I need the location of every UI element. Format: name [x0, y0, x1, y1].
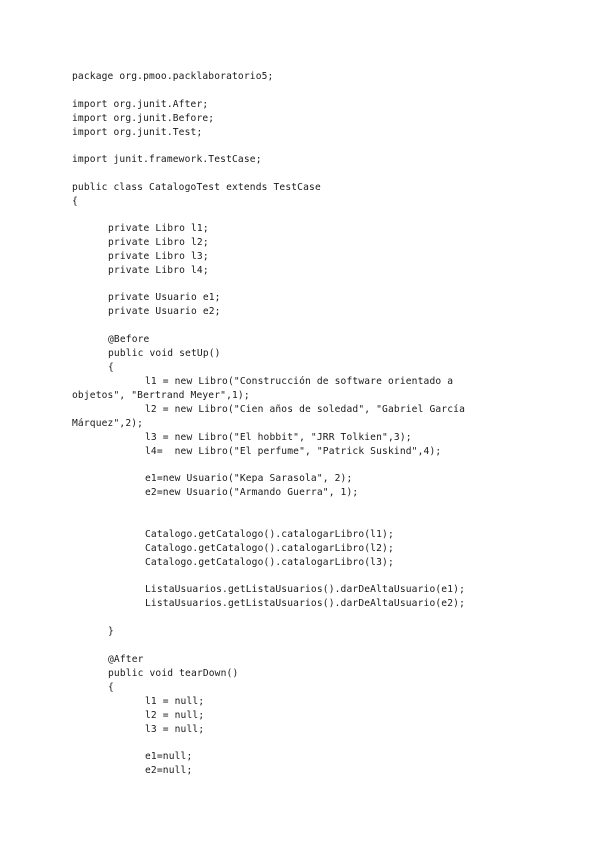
code-line-field-e1: private Usuario e1;: [108, 292, 221, 303]
code-line-teardown-open-brace: {: [108, 682, 114, 693]
code-line-catalogar-l1: Catalogo.getCatalogo().catalogarLibro(l1);: [145, 529, 394, 540]
code-line-catalogar-l3: Catalogo.getCatalogo().catalogarLibro(l3);: [145, 557, 394, 568]
code-line-null-l3: l3 = null;: [145, 724, 205, 735]
code-line-setup-signature: public void setUp(): [108, 348, 221, 359]
code-line-new-usuario-1: e1=new Usuario("Kepa Sarasola", 2);: [145, 473, 353, 484]
code-line-import-after: import org.junit.After;: [72, 99, 209, 110]
code-line-setup-close-brace: }: [108, 626, 114, 637]
code-line-field-e2: private Usuario e2;: [108, 306, 221, 317]
code-line-new-libro-1b: objetos", "Bertrand Meyer",1);: [72, 390, 250, 401]
code-line-alta-usuario-e1: ListaUsuarios.getListaUsuarios().darDeAltaUsuario(e1);: [145, 584, 465, 595]
code-line-before-annotation: @Before: [108, 334, 150, 345]
code-line-import-before: import org.junit.Before;: [72, 113, 215, 124]
code-line-null-e2: e2=null;: [145, 765, 193, 776]
code-line-alta-usuario-e2: ListaUsuarios.getListaUsuarios().darDeAltaUsuario(e2);: [145, 598, 465, 609]
code-line-package: package org.pmoo.packlaboratorio5;: [72, 71, 274, 82]
code-line-after-annotation: @After: [108, 654, 144, 665]
code-line-new-libro-4: l4= new Libro("El perfume", "Patrick Suskind",4);: [145, 446, 442, 457]
code-line-field-l4: private Libro l4;: [108, 265, 209, 276]
code-line-null-e1: e1=null;: [145, 751, 193, 762]
code-line-import-testcase: import junit.framework.TestCase;: [72, 154, 262, 165]
code-line-new-libro-3: l3 = new Libro("El hobbit", "JRR Tolkien",3);: [145, 432, 412, 443]
code-line-teardown-signature: public void tearDown(): [108, 668, 239, 679]
code-line-new-libro-1a: l1 = new Libro("Construcción de software orientado a: [145, 376, 454, 387]
code-line-null-l1: l1 = null;: [145, 696, 205, 707]
code-line-new-usuario-2: e2=new Usuario("Armando Guerra", 1);: [145, 487, 359, 498]
code-line-null-l2: l2 = null;: [145, 710, 205, 721]
code-line-field-l2: private Libro l2;: [108, 237, 209, 248]
code-line-class-open-brace: {: [72, 196, 78, 207]
code-line-import-test: import org.junit.Test;: [72, 127, 203, 138]
code-line-setup-open-brace: {: [108, 362, 114, 373]
code-line-new-libro-2a: l2 = new Libro("Cien años de soledad", "Gabriel García: [145, 404, 465, 415]
code-line-catalogar-l2: Catalogo.getCatalogo().catalogarLibro(l2);: [145, 543, 394, 554]
code-line-field-l3: private Libro l3;: [108, 251, 209, 262]
code-line-field-l1: private Libro l1;: [108, 223, 209, 234]
code-line-new-libro-2b: Márquez",2);: [72, 418, 144, 429]
code-line-class-declaration: public class CatalogoTest extends TestCase: [72, 182, 321, 193]
